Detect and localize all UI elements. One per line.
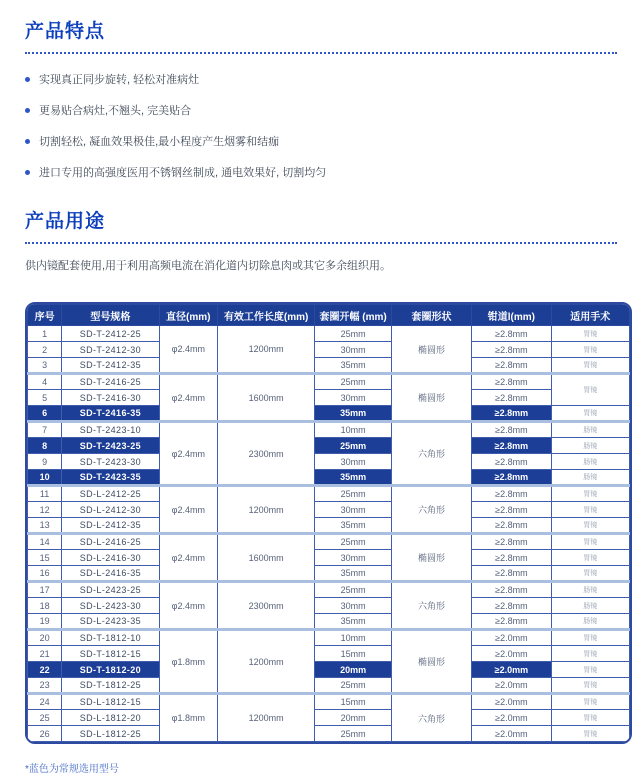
table-row	[28, 534, 630, 550]
cell-open-width: 25mm	[315, 374, 391, 390]
cell-surgery: 肠镜	[551, 598, 629, 614]
table-row	[28, 582, 630, 598]
table-row	[28, 406, 630, 422]
cell-length: 1200mm	[217, 694, 314, 742]
cell-model: SD-T-2423-30	[62, 454, 159, 470]
table-row	[28, 646, 630, 662]
cell-model: SD-T-2412-35	[62, 358, 159, 374]
cell-model: SD-T-1812-20	[62, 662, 159, 678]
cell-model: SD-T-2412-25	[62, 326, 159, 342]
cell-open-width: 30mm	[315, 342, 391, 358]
cell-num: 12	[28, 502, 62, 518]
features-divider	[25, 52, 617, 54]
cell-num: 23	[28, 678, 62, 694]
cell-num: 14	[28, 534, 62, 550]
cell-diameter: φ2.4mm	[159, 582, 217, 630]
cell-surgery: 胃镜	[551, 406, 629, 422]
cell-model: SD-T-1812-10	[62, 630, 159, 646]
cell-channel: ≥2.8mm	[472, 598, 551, 614]
cell-length: 1200mm	[217, 630, 314, 694]
feature-item	[25, 164, 632, 180]
cell-num: 25	[28, 710, 62, 726]
column-header-num: 序号	[28, 305, 62, 326]
cell-channel: ≥2.8mm	[472, 422, 551, 438]
cell-length: 1600mm	[217, 534, 314, 582]
cell-surgery: 胃镜	[551, 518, 629, 534]
cell-channel: ≥2.8mm	[472, 374, 551, 390]
cell-num: 10	[28, 470, 62, 486]
cell-num: 6	[28, 406, 62, 422]
cell-num: 1	[28, 326, 62, 342]
cell-channel: ≥2.0mm	[472, 678, 551, 694]
table-row	[28, 518, 630, 534]
cell-open-width: 10mm	[315, 630, 391, 646]
cell-surgery: 胃镜	[551, 694, 629, 710]
cell-surgery: 肠镜	[551, 422, 629, 438]
cell-num: 16	[28, 566, 62, 582]
cell-channel: ≥2.8mm	[472, 470, 551, 486]
cell-model: SD-T-2423-10	[62, 422, 159, 438]
cell-surgery: 肠镜	[551, 582, 629, 598]
cell-channel: ≥2.0mm	[472, 710, 551, 726]
table-row	[28, 454, 630, 470]
cell-length: 2300mm	[217, 422, 314, 486]
cell-model: SD-L-1812-15	[62, 694, 159, 710]
cell-channel: ≥2.8mm	[472, 486, 551, 502]
cell-model: SD-L-2416-30	[62, 550, 159, 566]
cell-num: 22	[28, 662, 62, 678]
cell-open-width: 25mm	[315, 438, 391, 454]
table-row	[28, 502, 630, 518]
cell-diameter: φ2.4mm	[159, 486, 217, 534]
cell-length: 1600mm	[217, 374, 314, 422]
cell-open-width: 25mm	[315, 326, 391, 342]
cell-diameter: φ2.4mm	[159, 534, 217, 582]
cell-model: SD-T-2423-35	[62, 470, 159, 486]
cell-channel: ≥2.8mm	[472, 502, 551, 518]
cell-model: SD-T-2423-25	[62, 438, 159, 454]
cell-num: 11	[28, 486, 62, 502]
cell-num: 26	[28, 726, 62, 742]
cell-num: 15	[28, 550, 62, 566]
cell-shape: 六角形	[391, 582, 471, 630]
cell-open-width: 35mm	[315, 358, 391, 374]
cell-open-width: 30mm	[315, 502, 391, 518]
cell-diameter: φ2.4mm	[159, 326, 217, 374]
cell-diameter: φ2.4mm	[159, 422, 217, 486]
table-row	[28, 326, 630, 342]
cell-open-width: 25mm	[315, 486, 391, 502]
spec-table-container	[25, 302, 632, 744]
cell-surgery: 胃镜	[551, 502, 629, 518]
feature-bullet-list	[25, 71, 632, 180]
cell-channel: ≥2.0mm	[472, 630, 551, 646]
table-row	[28, 598, 630, 614]
cell-surgery: 胃镜	[551, 358, 629, 374]
cell-surgery: 胃镜	[551, 550, 629, 566]
column-header-shape: 套圈形状	[391, 305, 471, 326]
cell-open-width: 30mm	[315, 598, 391, 614]
spec-table-body	[28, 326, 630, 742]
cell-num: 21	[28, 646, 62, 662]
table-row	[28, 694, 630, 710]
cell-channel: ≥2.8mm	[472, 438, 551, 454]
cell-surgery: 胃镜	[551, 326, 629, 342]
cell-channel: ≥2.8mm	[472, 342, 551, 358]
feature-text: 实现真正同步旋转, 轻松对准病灶	[39, 74, 200, 86]
cell-surgery: 胃镜	[551, 710, 629, 726]
cell-shape: 椭圆形	[391, 534, 471, 582]
cell-model: SD-L-1812-25	[62, 726, 159, 742]
table-row	[28, 358, 630, 374]
cell-channel: ≥2.8mm	[472, 454, 551, 470]
cell-model: SD-L-2412-35	[62, 518, 159, 534]
cell-num: 8	[28, 438, 62, 454]
usage-description: 供内镜配套使用,用于利用高频电流在消化道内切除息肉或其它多余组织用。	[25, 260, 392, 272]
cell-open-width: 30mm	[315, 390, 391, 406]
cell-channel: ≥2.0mm	[472, 662, 551, 678]
cell-shape: 椭圆形	[391, 630, 471, 694]
table-row	[28, 550, 630, 566]
cell-model: SD-L-2423-30	[62, 598, 159, 614]
cell-channel: ≥2.8mm	[472, 614, 551, 630]
bullet-dot-icon	[25, 108, 30, 113]
cell-open-width: 25mm	[315, 678, 391, 694]
cell-open-width: 25mm	[315, 582, 391, 598]
cell-open-width: 10mm	[315, 422, 391, 438]
cell-open-width: 20mm	[315, 710, 391, 726]
cell-model: SD-T-1812-25	[62, 678, 159, 694]
cell-channel: ≥2.0mm	[472, 726, 551, 742]
cell-diameter: φ1.8mm	[159, 694, 217, 742]
table-row	[28, 710, 630, 726]
cell-num: 2	[28, 342, 62, 358]
cell-open-width: 35mm	[315, 614, 391, 630]
bullet-dot-icon	[25, 139, 30, 144]
cell-shape: 六角形	[391, 486, 471, 534]
bullet-dot-icon	[25, 77, 30, 82]
cell-num: 3	[28, 358, 62, 374]
cell-channel: ≥2.8mm	[472, 406, 551, 422]
cell-open-width: 25mm	[315, 726, 391, 742]
cell-open-width: 35mm	[315, 406, 391, 422]
cell-open-width: 30mm	[315, 454, 391, 470]
table-row	[28, 374, 630, 390]
table-row	[28, 470, 630, 486]
cell-model: SD-L-2416-35	[62, 566, 159, 582]
cell-channel: ≥2.0mm	[472, 646, 551, 662]
cell-surgery: 肠镜	[551, 438, 629, 454]
column-header-model: 型号规格	[62, 305, 159, 326]
feature-text: 进口专用的高强度医用不锈钢丝制成, 通电效果好, 切割均匀	[39, 167, 327, 179]
column-header-channel: 钳道l(mm)	[472, 305, 551, 326]
cell-num: 4	[28, 374, 62, 390]
cell-diameter: φ1.8mm	[159, 630, 217, 694]
cell-model: SD-T-2416-25	[62, 374, 159, 390]
cell-diameter: φ2.4mm	[159, 374, 217, 422]
table-row	[28, 726, 630, 742]
cell-num: 20	[28, 630, 62, 646]
cell-model: SD-T-2416-35	[62, 406, 159, 422]
cell-model: SD-T-2416-30	[62, 390, 159, 406]
cell-surgery: 胃镜	[551, 566, 629, 582]
cell-open-width: 15mm	[315, 694, 391, 710]
table-row	[28, 566, 630, 582]
column-header-diameter: 直径(mm)	[159, 305, 217, 326]
table-row	[28, 390, 630, 406]
feature-item	[25, 102, 632, 118]
table-row	[28, 342, 630, 358]
cell-model: SD-L-2423-25	[62, 582, 159, 598]
table-row	[28, 614, 630, 630]
cell-model: SD-L-1812-20	[62, 710, 159, 726]
cell-model: SD-L-2423-35	[62, 614, 159, 630]
cell-surgery: 肠镜	[551, 614, 629, 630]
table-row	[28, 662, 630, 678]
cell-model: SD-T-1812-15	[62, 646, 159, 662]
cell-length: 1200mm	[217, 486, 314, 534]
cell-open-width: 35mm	[315, 470, 391, 486]
cell-surgery: 肠镜	[551, 454, 629, 470]
cell-num: 5	[28, 390, 62, 406]
cell-num: 24	[28, 694, 62, 710]
cell-channel: ≥2.8mm	[472, 326, 551, 342]
cell-channel: ≥2.8mm	[472, 390, 551, 406]
cell-surgery: 胃镜	[551, 534, 629, 550]
column-header-surgery: 适用手术	[551, 305, 629, 326]
cell-model: SD-T-2412-30	[62, 342, 159, 358]
table-row	[28, 438, 630, 454]
table-row	[28, 486, 630, 502]
cell-surgery: 胃镜	[551, 726, 629, 742]
usage-divider	[25, 242, 617, 244]
cell-model: SD-L-2412-30	[62, 502, 159, 518]
cell-channel: ≥2.8mm	[472, 550, 551, 566]
cell-model: SD-L-2416-25	[62, 534, 159, 550]
cell-length: 1200mm	[217, 326, 314, 374]
cell-channel: ≥2.8mm	[472, 518, 551, 534]
section-title-usage: 产品用途	[25, 211, 106, 232]
cell-channel: ≥2.8mm	[472, 358, 551, 374]
feature-item	[25, 71, 632, 87]
cell-shape: 椭圆形	[391, 374, 471, 422]
footnote: *蓝色为常规选用型号	[25, 764, 119, 775]
cell-surgery: 肠镜	[551, 470, 629, 486]
cell-open-width: 25mm	[315, 534, 391, 550]
cell-shape: 椭圆形	[391, 326, 471, 374]
cell-open-width: 20mm	[315, 662, 391, 678]
feature-item	[25, 133, 632, 149]
cell-surgery: 胃镜	[551, 374, 629, 406]
cell-surgery: 胃镜	[551, 630, 629, 646]
usage-section	[25, 206, 632, 273]
cell-open-width: 35mm	[315, 518, 391, 534]
cell-open-width: 30mm	[315, 550, 391, 566]
cell-num: 13	[28, 518, 62, 534]
section-title-features: 产品特点	[25, 21, 106, 42]
table-row	[28, 678, 630, 694]
cell-surgery: 胃镜	[551, 486, 629, 502]
cell-channel: ≥2.8mm	[472, 534, 551, 550]
cell-channel: ≥2.8mm	[472, 582, 551, 598]
cell-surgery: 胃镜	[551, 662, 629, 678]
cell-open-width: 15mm	[315, 646, 391, 662]
cell-open-width: 35mm	[315, 566, 391, 582]
spec-table-header	[28, 305, 630, 326]
cell-channel: ≥2.8mm	[472, 566, 551, 582]
cell-num: 7	[28, 422, 62, 438]
column-header-open: 套圈开幅 (mm)	[315, 305, 391, 326]
cell-channel: ≥2.0mm	[472, 694, 551, 710]
table-row	[28, 630, 630, 646]
cell-num: 19	[28, 614, 62, 630]
feature-text: 更易贴合病灶,不翘头, 完美贴合	[39, 105, 192, 117]
spec-table	[27, 304, 630, 742]
cell-surgery: 胃镜	[551, 678, 629, 694]
feature-text: 切割轻松, 凝血效果极佳,最小程度产生烟雾和结痂	[39, 136, 280, 148]
cell-surgery: 胃镜	[551, 342, 629, 358]
cell-shape: 六角形	[391, 694, 471, 742]
cell-num: 9	[28, 454, 62, 470]
cell-surgery: 胃镜	[551, 646, 629, 662]
cell-num: 17	[28, 582, 62, 598]
table-row	[28, 422, 630, 438]
bullet-dot-icon	[25, 170, 30, 175]
cell-num: 18	[28, 598, 62, 614]
features-section	[25, 16, 632, 180]
cell-length: 2300mm	[217, 582, 314, 630]
cell-model: SD-L-2412-25	[62, 486, 159, 502]
cell-shape: 六角形	[391, 422, 471, 486]
column-header-length: 有效工作长度(mm)	[217, 305, 314, 326]
